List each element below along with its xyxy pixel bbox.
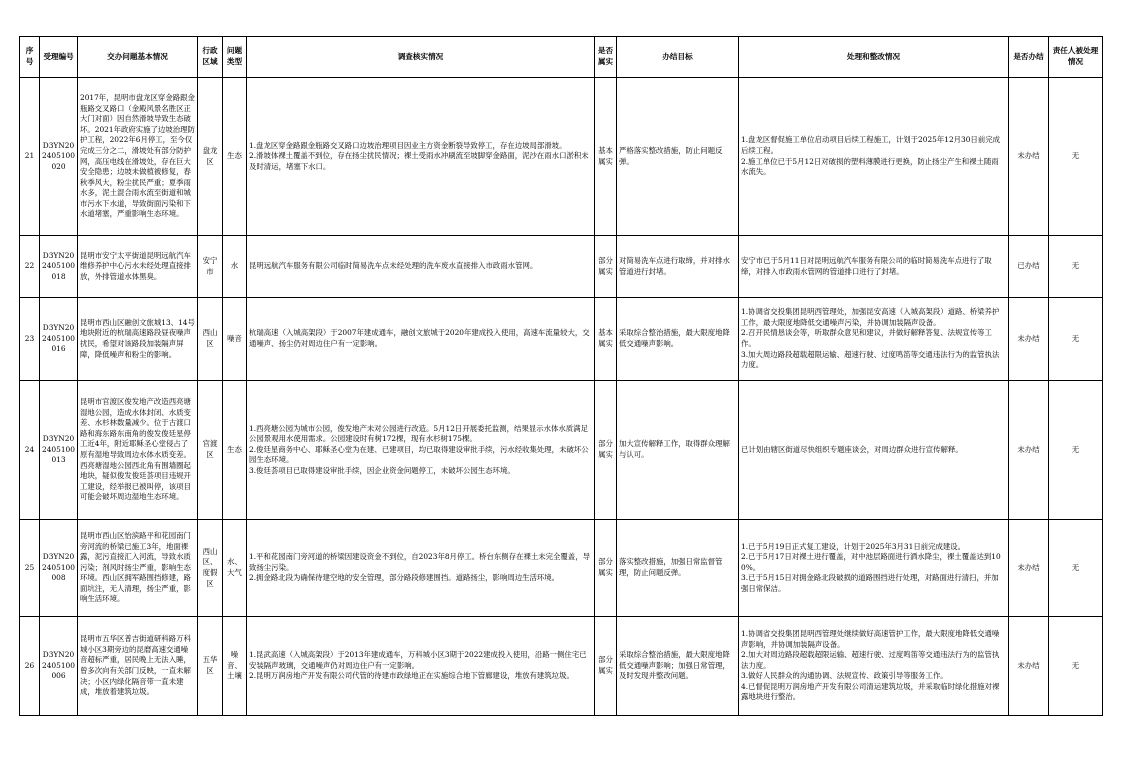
cell-summary: 昆明市西山区融创文旅城13、14号地块附近的杭瑞高速路段昼夜噪声扰民，希望对该路段加装隔声屏障，降低噪声和粉尘的影响。 [78,298,198,381]
cell-seq: 21 [20,78,40,236]
header-type: 问题类型 [223,37,247,78]
cell-accountability: 无 [1049,236,1103,298]
cell-type: 生态 [223,381,247,520]
cell-closed: 未办结 [1009,617,1049,716]
table-row [20,520,1103,617]
cell-closed: 已办结 [1009,236,1049,298]
inspection-table [19,36,1103,716]
cell-seq: 22 [20,236,40,298]
table-header [20,37,1103,78]
cell-type: 生态 [223,78,247,236]
cell-accountability: 无 [1049,520,1103,617]
cell-type: 噪音、土壤 [223,617,247,716]
cell-handling: 安宁市已于5月11日对昆明远航汽车服务有限公司的临时简易洗车点进行了取缔，对排入市政雨水管网的管道排口进行了封堵。 [739,236,1009,298]
cell-handling: 1.协调省交投集团昆明西管理处继续做好高速管护工作，最大限度地降低交通噪声影响，并协调加装隔声设备。 2.加大对周边路段超载超限运输、超速行驶、过度鸣笛等交通违法行为的监管执法力度。 3.做好人民群众的沟通协调、法规宣传、政策引导等服务工作。 4.已督促昆明万润房地产开发有限公司清运建筑垃圾，并采取临时绿化措施对裸露地块进行整治。 [739,617,1009,716]
cell-handling: 1.协调省交投集团昆明西管理处，加强昆安高速（入城高架段）道路、桥梁养护工作，最大限度地降低交通噪声污染，并协调加装隔声设备。 2.召开民情恳谈会等，听取群众意见和建议，并做好解释答复、法规宣传等工作。 3.加大周边路段超载超限运输、超速行驶、过度鸣笛等交通违法行为的监管执法力度。 [739,298,1009,381]
table-row [20,236,1103,298]
cell-accountability: 无 [1049,617,1103,716]
header-closed: 是否办结 [1009,37,1049,78]
cell-region: 西山区、度假区 [198,520,223,617]
header-seq: 序号 [20,37,40,78]
cell-closed: 未办结 [1009,520,1049,617]
cell-summary: 昆明市五华区普吉街道研科路万科城小区3期旁边的昆磨高速交通噪音超标严重，居民晚上无法入睡，曾多次向有关部门反映，一直未解决；小区内绿化隔音带一直未建成，堆放着建筑垃圾。 [78,617,198,716]
cell-goal: 采取综合整治措施，最大限度地降低交通噪声影响。 [617,298,739,381]
cell-summary: 昆明市安宁太平街道昆明远航汽车维修养护中心污水未经处理直接排放，外排管道水体黑臭。 [78,236,198,298]
header-accountability: 责任人被处理情况 [1049,37,1103,78]
header-code: 受理编号 [40,37,78,78]
cell-handling: 1.已于5月19日正式复工建设，计划于2025年3月31日前完成建设。 2.已于5月17日对裸土进行覆盖，对中池层路面进行洒水降尘，裸土覆盖达到100%。 3.已于5月15日对拥金路北段破损的道路围挡进行处理，对路面进行清扫，并加强日常保洁。 [739,520,1009,617]
table-row [20,78,1103,236]
cell-verified: 基本属实 [595,78,617,236]
header-verified: 是否属实 [595,37,617,78]
cell-verified: 部分属实 [595,520,617,617]
cell-type: 噪音 [223,298,247,381]
cell-accountability: 无 [1049,381,1103,520]
cell-goal: 严格落实整改措施，防止问题反弹。 [617,78,739,236]
cell-code: D3YN202405100008 [40,520,78,617]
cell-closed: 未办结 [1009,78,1049,236]
cell-seq: 26 [20,617,40,716]
cell-type: 水、大气 [223,520,247,617]
cell-seq: 24 [20,381,40,520]
table-row [20,298,1103,381]
cell-investigation: 昆明远航汽车服务有限公司临时简易洗车点未经处理的洗车废水直接排入市政雨水管网。 [247,236,595,298]
cell-region: 盘龙区 [198,78,223,236]
cell-investigation: 杭瑞高速（入城高架段）于2007年建成通车，融创文旅城于2020年建成投入使用，高速车流量较大，交通噪声、扬尘仍对周边住户有一定影响。 [247,298,595,381]
cell-verified: 部分属实 [595,617,617,716]
cell-code: D3YN202405100020 [40,78,78,236]
cell-verified: 基本属实 [595,298,617,381]
cell-goal: 落实整改措施，加强日常监督管理，防止问题反弹。 [617,520,739,617]
cell-seq: 25 [20,520,40,617]
cell-code: D3YN202405100006 [40,617,78,716]
cell-investigation: 1.昆武高速（入城高架段）于2013年建成通车，万科城小区3期于2022建成投入使用，沿路一侧住宅已安装隔声玻璃，交通噪声仍对周边住户有一定影响。 2.昆明万润房地产开发有限公司代管的待建市政绿地正在实施综合地下管廊建设，堆放有建筑垃圾。 [247,617,595,716]
cell-closed: 未办结 [1009,381,1049,520]
cell-code: D3YN202405100016 [40,298,78,381]
cell-region: 官渡区 [198,381,223,520]
cell-summary: 昆明市官渡区俊发地产改造西亮塘湿地公园，造成水体封闭、水质变差、水杉林数量减少。位于古渡口路和海东路东南角的俊发俊廷星停工近4年，附近耶稣圣心堂侵占了原有湿地导致周边水体水质变差。西亮塘湿地公园西北角有围墙圈起地块，疑似俊发俊廷荟项目违规开工建设，经举报已被叫停，该项目可能会破坏周边湿地生态环境。 [78,381,198,520]
cell-goal: 对简易洗车点进行取缔，并对排水管道进行封堵。 [617,236,739,298]
cell-accountability: 无 [1049,78,1103,236]
cell-code: D3YN202405100018 [40,236,78,298]
cell-investigation: 1.盘龙区穿金路跟金瓶路交叉路口边坡治理项目因业主方资金断裂导致停工，存在边坡局部滑坡。 2.滑坡体裸土覆盖不到位，存在扬尘扰民情况；裸土受雨水冲刷流至坡脚穿金路面，泥沙在雨水口淤积未及时清运，堵塞下水口。 [247,78,595,236]
cell-closed: 未办结 [1009,298,1049,381]
cell-verified: 部分属实 [595,381,617,520]
cell-goal: 采取综合整治措施，最大限度地降低交通噪声影响；加强日常管理，及时发现并整改问题。 [617,617,739,716]
cell-summary: 昆明市西山区怡滨路平和花园南门旁河流的桥梁已施工3年，地面裸露，泥污直接汇入河流，导致水质污染；剂风时扬尘严重，影响生态环境。西山区拥军路围挡修建，路面坑注，无人清理，扬尘严重，影响生活环境。 [78,520,198,617]
header-investigation: 调查核实情况 [247,37,595,78]
header-summary: 交办问题基本情况 [78,37,198,78]
cell-type: 水 [223,236,247,298]
cell-region: 西山区 [198,298,223,381]
header-handling: 处理和整改情况 [739,37,1009,78]
cell-handling: 1.盘龙区督促施工单位启动项目后续工程施工，计划于2025年12月30日前完成后续工程。 2.施工单位已于5月12日对破损的塑料薄膜进行更换，防止扬尘产生和裸土随雨水流失。 [739,78,1009,236]
cell-code: D3YN202405100013 [40,381,78,520]
cell-goal: 加大宣传解释工作，取得群众理解与认可。 [617,381,739,520]
cell-verified: 部分属实 [595,236,617,298]
table-row [20,381,1103,520]
table-row [20,617,1103,716]
cell-accountability: 无 [1049,298,1103,381]
cell-summary: 2017年，昆明市盘龙区穿金路跟金瓶路交叉路口（金殿风景名胜区正大门对面）因自然滑坡导致生态破坏。2021年政府实施了边坡治理防护工程，2022年6月停工，至今仅完成三分之二，滑坡处有部分防护网，高压电线在滑坡处，存在巨大安全隐患；边坡未做植被修复，春秋季风大，粉尘扰民严重；夏季雨水多，泥土混合雨水流至街道和城市污水下水道，导致街面污染和下水道堵塞，严重影响生态环境。 [78,78,198,236]
cell-handling: 已计划由辖区街道尽快组织专题座谈会，对周边群众进行宣传解释。 [739,381,1009,520]
cell-investigation: 1.西亮塘公园为城市公园，俊发地产未对公园进行改造。5月12日开展委托监测，结果显示水体水质满足公园景观用水使用需求。公园建设时有树172棵，现有水杉树175棵。 2.俊廷星商务中心、耶稣圣心堂为在建、已建项目，均已取得建设审批手续，污水经收集处理，未破坏公园生态环境。 3.俊廷荟项目已取得建设审批手续，因企业资金问题停工，未破坏公园生态环境。 [247,381,595,520]
cell-seq: 23 [20,298,40,381]
cell-region: 安宁市 [198,236,223,298]
header-goal: 办结目标 [617,37,739,78]
cell-region: 五华区 [198,617,223,716]
header-region: 行政区域 [198,37,223,78]
cell-investigation: 1.平和花园南门旁河道的桥梁因建设资金不到位，自2023年8月停工。桥台东侧存在裸土未完全覆盖，导致扬尘污染。 2.拥金路北段为确保待建空地的安全管理，部分路段修建围挡。道路扬尘，影响周边生活环境。 [247,520,595,617]
